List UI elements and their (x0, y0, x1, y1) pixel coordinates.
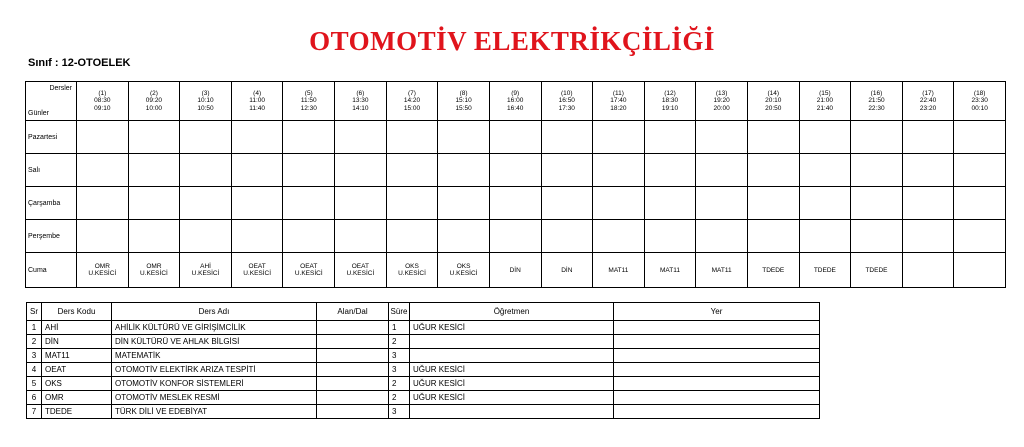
schedule-cell (593, 187, 645, 220)
cell-course: DİN (561, 266, 573, 274)
schedule-cell (231, 220, 283, 253)
period-header (335, 82, 387, 121)
schedule-cell (335, 220, 387, 253)
schedule-cell (593, 220, 645, 253)
lessons-header-cell: Ders Kodu (42, 303, 112, 321)
schedule-cell (489, 253, 541, 288)
class-label: Sınıf : 12-OTOELEK (28, 57, 131, 69)
schedule-cell (954, 187, 1006, 220)
lesson-ad: OTOMOTİV ELEKTİRK ARIZA TESPİTİ (112, 363, 317, 377)
period-start: 11:50 (300, 97, 317, 105)
schedule-cell (231, 187, 283, 220)
lesson-yer (614, 363, 820, 377)
period-number: (3) (201, 89, 210, 97)
cell-teacher: U.KESİCİ (398, 270, 426, 277)
schedule-cell (77, 187, 129, 220)
table-row (27, 391, 820, 405)
schedule-cell (231, 121, 283, 154)
period-end: 20:00 (713, 104, 730, 112)
schedule-cell (386, 253, 438, 288)
period-start: 10:10 (197, 97, 214, 105)
period-number: (18) (973, 89, 986, 97)
cell-course: OMR (146, 263, 162, 270)
day-label: Çarşamba (26, 187, 77, 220)
schedule-cell (696, 121, 748, 154)
lesson-ad: MATEMATİK (112, 349, 317, 363)
lesson-ogretmen: UĞUR KESİCİ (410, 363, 614, 377)
cell-course: OKS (456, 263, 471, 270)
cell-teacher: U.KESİCİ (88, 270, 117, 277)
period-header (644, 82, 696, 121)
period-start: 14:20 (403, 97, 421, 105)
schedule-cell (851, 187, 903, 220)
schedule-cell (386, 154, 438, 187)
schedule-cell (283, 220, 335, 253)
period-header (541, 82, 593, 121)
cell-course: OEAT (300, 263, 318, 270)
lesson-ad: DİN KÜLTÜRÜ VE AHLAK BİLGİSİ (112, 335, 317, 349)
schedule-header-row (26, 82, 1006, 121)
period-header (438, 82, 490, 121)
period-start: 22:40 (919, 97, 937, 105)
period-start: 17:40 (610, 97, 627, 105)
schedule-cell (644, 154, 696, 187)
schedule-cell (128, 121, 180, 154)
schedule-cell (851, 154, 903, 187)
lessons-header-cell: Alan/Dal (317, 303, 389, 321)
schedule-cell (386, 121, 438, 154)
schedule-cell (902, 253, 954, 288)
lesson-kod: MAT11 (42, 349, 112, 363)
period-number: (15) (819, 89, 831, 97)
period-end: 22:30 (868, 104, 885, 112)
schedule-cell (799, 220, 851, 253)
period-end: 19:10 (661, 104, 679, 112)
lesson-sr: 3 (27, 349, 42, 363)
schedule-cell (386, 187, 438, 220)
schedule-cell (799, 121, 851, 154)
schedule-cell (541, 220, 593, 253)
table-row (27, 363, 820, 377)
schedule-day-row (26, 220, 1006, 253)
cell-course: OEAT (351, 263, 369, 270)
schedule-cell (77, 220, 129, 253)
schedule-cell (541, 121, 593, 154)
cell-course: AHİ (200, 263, 211, 270)
period-end: 00:10 (971, 104, 988, 112)
lesson-sr: 7 (27, 405, 42, 419)
schedule-table (25, 81, 1006, 288)
day-label: Salı (26, 154, 77, 187)
schedule-cell (696, 253, 748, 288)
schedule-cell (644, 187, 696, 220)
period-end: 18:20 (610, 104, 627, 112)
day-label: Perşembe (26, 220, 77, 253)
schedule-cell (77, 253, 129, 288)
period-start: 21:00 (816, 97, 833, 105)
cell-teacher: U.KESİCİ (191, 270, 220, 277)
corner-gunler-label: Günler (28, 109, 50, 117)
lessons-table (26, 302, 820, 419)
period-header (747, 82, 799, 121)
schedule-cell (335, 253, 387, 288)
period-header (180, 82, 232, 121)
lesson-alan (317, 349, 389, 363)
cell-course: OEAT (248, 263, 266, 270)
schedule-cell (747, 187, 799, 220)
period-header (386, 82, 438, 121)
lesson-ogretmen: UĞUR KESİCİ (410, 377, 614, 391)
schedule-cell (954, 154, 1006, 187)
schedule-corner-cell (26, 82, 77, 121)
lessons-header-cell: Ders Adı (112, 303, 317, 321)
cell-course: MAT11 (660, 266, 681, 274)
schedule-cell (954, 121, 1006, 154)
period-end: 12:30 (300, 104, 317, 112)
lesson-sr: 1 (27, 321, 42, 335)
lesson-ad: OTOMOTİV KONFOR SİSTEMLERİ (112, 377, 317, 391)
lesson-yer (614, 405, 820, 419)
lesson-alan (317, 363, 389, 377)
schedule-cell (799, 187, 851, 220)
cell-course: DİN (509, 266, 521, 274)
period-end: 17:30 (558, 104, 575, 112)
period-start: 15:10 (455, 97, 472, 105)
schedule-cell (180, 220, 232, 253)
schedule-cell (644, 253, 696, 288)
period-header (799, 82, 851, 121)
lesson-alan (317, 377, 389, 391)
schedule-cell (489, 220, 541, 253)
lesson-ogretmen: UĞUR KESİCİ (410, 321, 614, 335)
lesson-kod: OKS (42, 377, 112, 391)
lesson-alan (317, 391, 389, 405)
schedule-cell (231, 253, 283, 288)
schedule-cell (128, 253, 180, 288)
lesson-kod: DİN (42, 335, 112, 349)
schedule-cell (180, 121, 232, 154)
period-start: 18:30 (661, 97, 679, 105)
schedule-cell (128, 154, 180, 187)
schedule-cell (799, 253, 851, 288)
day-label: Cuma (26, 253, 77, 288)
schedule-cell (541, 253, 593, 288)
lesson-alan (317, 321, 389, 335)
period-number: (4) (253, 89, 262, 97)
cell-course: MAT11 (711, 266, 732, 274)
period-number: (16) (870, 89, 883, 97)
schedule-cell (954, 220, 1006, 253)
schedule-cell (489, 154, 541, 187)
period-header (231, 82, 283, 121)
schedule-cell (541, 187, 593, 220)
schedule-cell (902, 187, 954, 220)
period-number: (6) (356, 89, 365, 97)
lessons-header-cell: Sr (27, 303, 42, 321)
lesson-yer (614, 349, 820, 363)
period-start: 08:30 (94, 97, 111, 105)
period-number: (8) (459, 89, 468, 97)
period-end: 15:50 (455, 104, 472, 112)
period-number: (2) (149, 89, 158, 97)
period-header (283, 82, 335, 121)
lessons-header-cell: Öğretmen (410, 303, 614, 321)
schedule-cell (489, 121, 541, 154)
day-label: Pazartesi (26, 121, 77, 154)
cell-course: TDEDE (762, 266, 785, 274)
period-end: 16:40 (507, 104, 524, 112)
schedule-cell (489, 187, 541, 220)
schedule-cell (438, 187, 490, 220)
schedule-cell (747, 154, 799, 187)
period-header (902, 82, 954, 121)
schedule-cell (335, 121, 387, 154)
period-start: 09:20 (145, 97, 163, 105)
table-row (27, 335, 820, 349)
lesson-yer (614, 321, 820, 335)
table-row (27, 349, 820, 363)
lesson-sr: 6 (27, 391, 42, 405)
lesson-sure: 2 (389, 335, 410, 349)
period-number: (10) (561, 89, 573, 97)
schedule-cell (799, 154, 851, 187)
period-number: (17) (922, 89, 934, 97)
lesson-ad: OTOMOTİV MESLEK RESMİ (112, 391, 317, 405)
schedule-cell (902, 220, 954, 253)
period-end: 20:50 (765, 104, 782, 112)
schedule-cell (902, 154, 954, 187)
period-end: 10:50 (197, 104, 214, 112)
cell-teacher: U.KESİCİ (449, 270, 478, 277)
lesson-sure: 2 (389, 391, 410, 405)
lesson-kod: AHİ (42, 321, 112, 335)
schedule-cell (128, 220, 180, 253)
schedule-cell (77, 121, 129, 154)
schedule-cell (644, 220, 696, 253)
lesson-yer (614, 335, 820, 349)
schedule-cell (438, 220, 490, 253)
period-start: 23:30 (971, 97, 988, 105)
schedule-cell (180, 154, 232, 187)
schedule-cell (180, 187, 232, 220)
lesson-alan (317, 405, 389, 419)
cell-teacher: U.KESİCİ (243, 270, 272, 277)
period-end: 09:10 (94, 104, 111, 112)
lesson-sure: 2 (389, 377, 410, 391)
period-start: 20:10 (765, 97, 782, 105)
schedule-cell (386, 220, 438, 253)
schedule-cell (902, 121, 954, 154)
schedule-cell (77, 154, 129, 187)
schedule-cell (696, 187, 748, 220)
period-end: 11:40 (249, 104, 266, 112)
cell-course: TDEDE (813, 266, 836, 274)
schedule-corner (26, 82, 76, 120)
lessons-header-cell: Yer (614, 303, 820, 321)
schedule-cell (851, 253, 903, 288)
lesson-ogretmen (410, 405, 614, 419)
corner-dersler-label: Dersler (49, 85, 73, 92)
period-start: 19:20 (713, 97, 730, 105)
period-end: 21:40 (816, 104, 833, 112)
schedule-cell (696, 154, 748, 187)
schedule-cell (747, 253, 799, 288)
cell-teacher: U.KESİCİ (294, 270, 323, 277)
period-end: 15:00 (403, 104, 421, 112)
lesson-sr: 2 (27, 335, 42, 349)
lesson-ad: AHİLİK KÜLTÜRÜ VE GİRİŞİMCİLİK (112, 321, 317, 335)
lesson-sr: 5 (27, 377, 42, 391)
lesson-kod: OEAT (42, 363, 112, 377)
period-number: (12) (664, 89, 676, 97)
period-start: 11:00 (249, 97, 266, 105)
period-start: 13:30 (352, 97, 369, 105)
period-number: (9) (511, 89, 520, 97)
lesson-kod: OMR (42, 391, 112, 405)
cell-course: TDEDE (865, 266, 888, 274)
table-row (27, 377, 820, 391)
schedule-cell (541, 154, 593, 187)
schedule-cell (438, 121, 490, 154)
lesson-alan (317, 335, 389, 349)
schedule-day-row (26, 154, 1006, 187)
schedule-cell (851, 121, 903, 154)
schedule-cell (335, 154, 387, 187)
period-number: (13) (715, 89, 728, 97)
period-header (851, 82, 903, 121)
lesson-sr: 4 (27, 363, 42, 377)
schedule-cell (747, 121, 799, 154)
schedule-cell (644, 121, 696, 154)
schedule-cell (593, 253, 645, 288)
period-header (696, 82, 748, 121)
period-number: (5) (304, 89, 313, 97)
period-header (489, 82, 541, 121)
schedule-cell (283, 187, 335, 220)
lesson-sure: 3 (389, 349, 410, 363)
lesson-kod: TDEDE (42, 405, 112, 419)
period-header (954, 82, 1006, 121)
table-row (27, 321, 820, 335)
period-start: 16:00 (507, 97, 524, 105)
schedule-cell (283, 253, 335, 288)
period-start: 21:50 (868, 97, 885, 105)
schedule-cell (283, 154, 335, 187)
period-number: (14) (767, 89, 780, 97)
cell-course: MAT11 (608, 266, 629, 274)
cell-course: OMR (94, 263, 110, 270)
period-number: (11) (612, 89, 624, 97)
cell-teacher: U.KESİCİ (346, 270, 375, 277)
lessons-header-cell: Süre (389, 303, 410, 321)
table-row (27, 405, 820, 419)
period-number: (7) (408, 89, 416, 97)
lesson-sure: 3 (389, 363, 410, 377)
schedule-cell (438, 154, 490, 187)
lesson-yer (614, 377, 820, 391)
schedule-cell (954, 253, 1006, 288)
schedule-cell (593, 154, 645, 187)
schedule-cell (851, 220, 903, 253)
lesson-ogretmen: UĞUR KESİCİ (410, 391, 614, 405)
period-end: 23:20 (919, 104, 937, 112)
page-title: OTOMOTİV ELEKTRİKÇİLİĞİ (309, 26, 715, 56)
schedule-cell (283, 121, 335, 154)
cell-course: OKS (405, 263, 419, 270)
lesson-yer (614, 391, 820, 405)
lesson-ogretmen (410, 349, 614, 363)
schedule-day-row (26, 253, 1006, 288)
period-number: (1) (98, 89, 107, 97)
period-header (77, 82, 129, 121)
lesson-ogretmen (410, 335, 614, 349)
schedule-cell (231, 154, 283, 187)
schedule-cell (696, 220, 748, 253)
schedule-day-row (26, 187, 1006, 220)
lesson-sure: 3 (389, 405, 410, 419)
schedule-cell (593, 121, 645, 154)
schedule-cell (335, 187, 387, 220)
period-end: 14:10 (352, 104, 369, 112)
lesson-sure: 1 (389, 321, 410, 335)
lessons-header-row (27, 303, 820, 321)
period-end: 10:00 (145, 104, 163, 112)
period-header (128, 82, 180, 121)
cell-teacher: U.KESİCİ (140, 270, 168, 277)
schedule-cell (438, 253, 490, 288)
period-start: 16:50 (558, 97, 575, 105)
lesson-ad: TÜRK DİLİ VE EDEBİYAT (112, 405, 317, 419)
schedule-cell (128, 187, 180, 220)
schedule-cell (747, 220, 799, 253)
schedule-cell (180, 253, 232, 288)
schedule-day-row (26, 121, 1006, 154)
period-header (593, 82, 645, 121)
